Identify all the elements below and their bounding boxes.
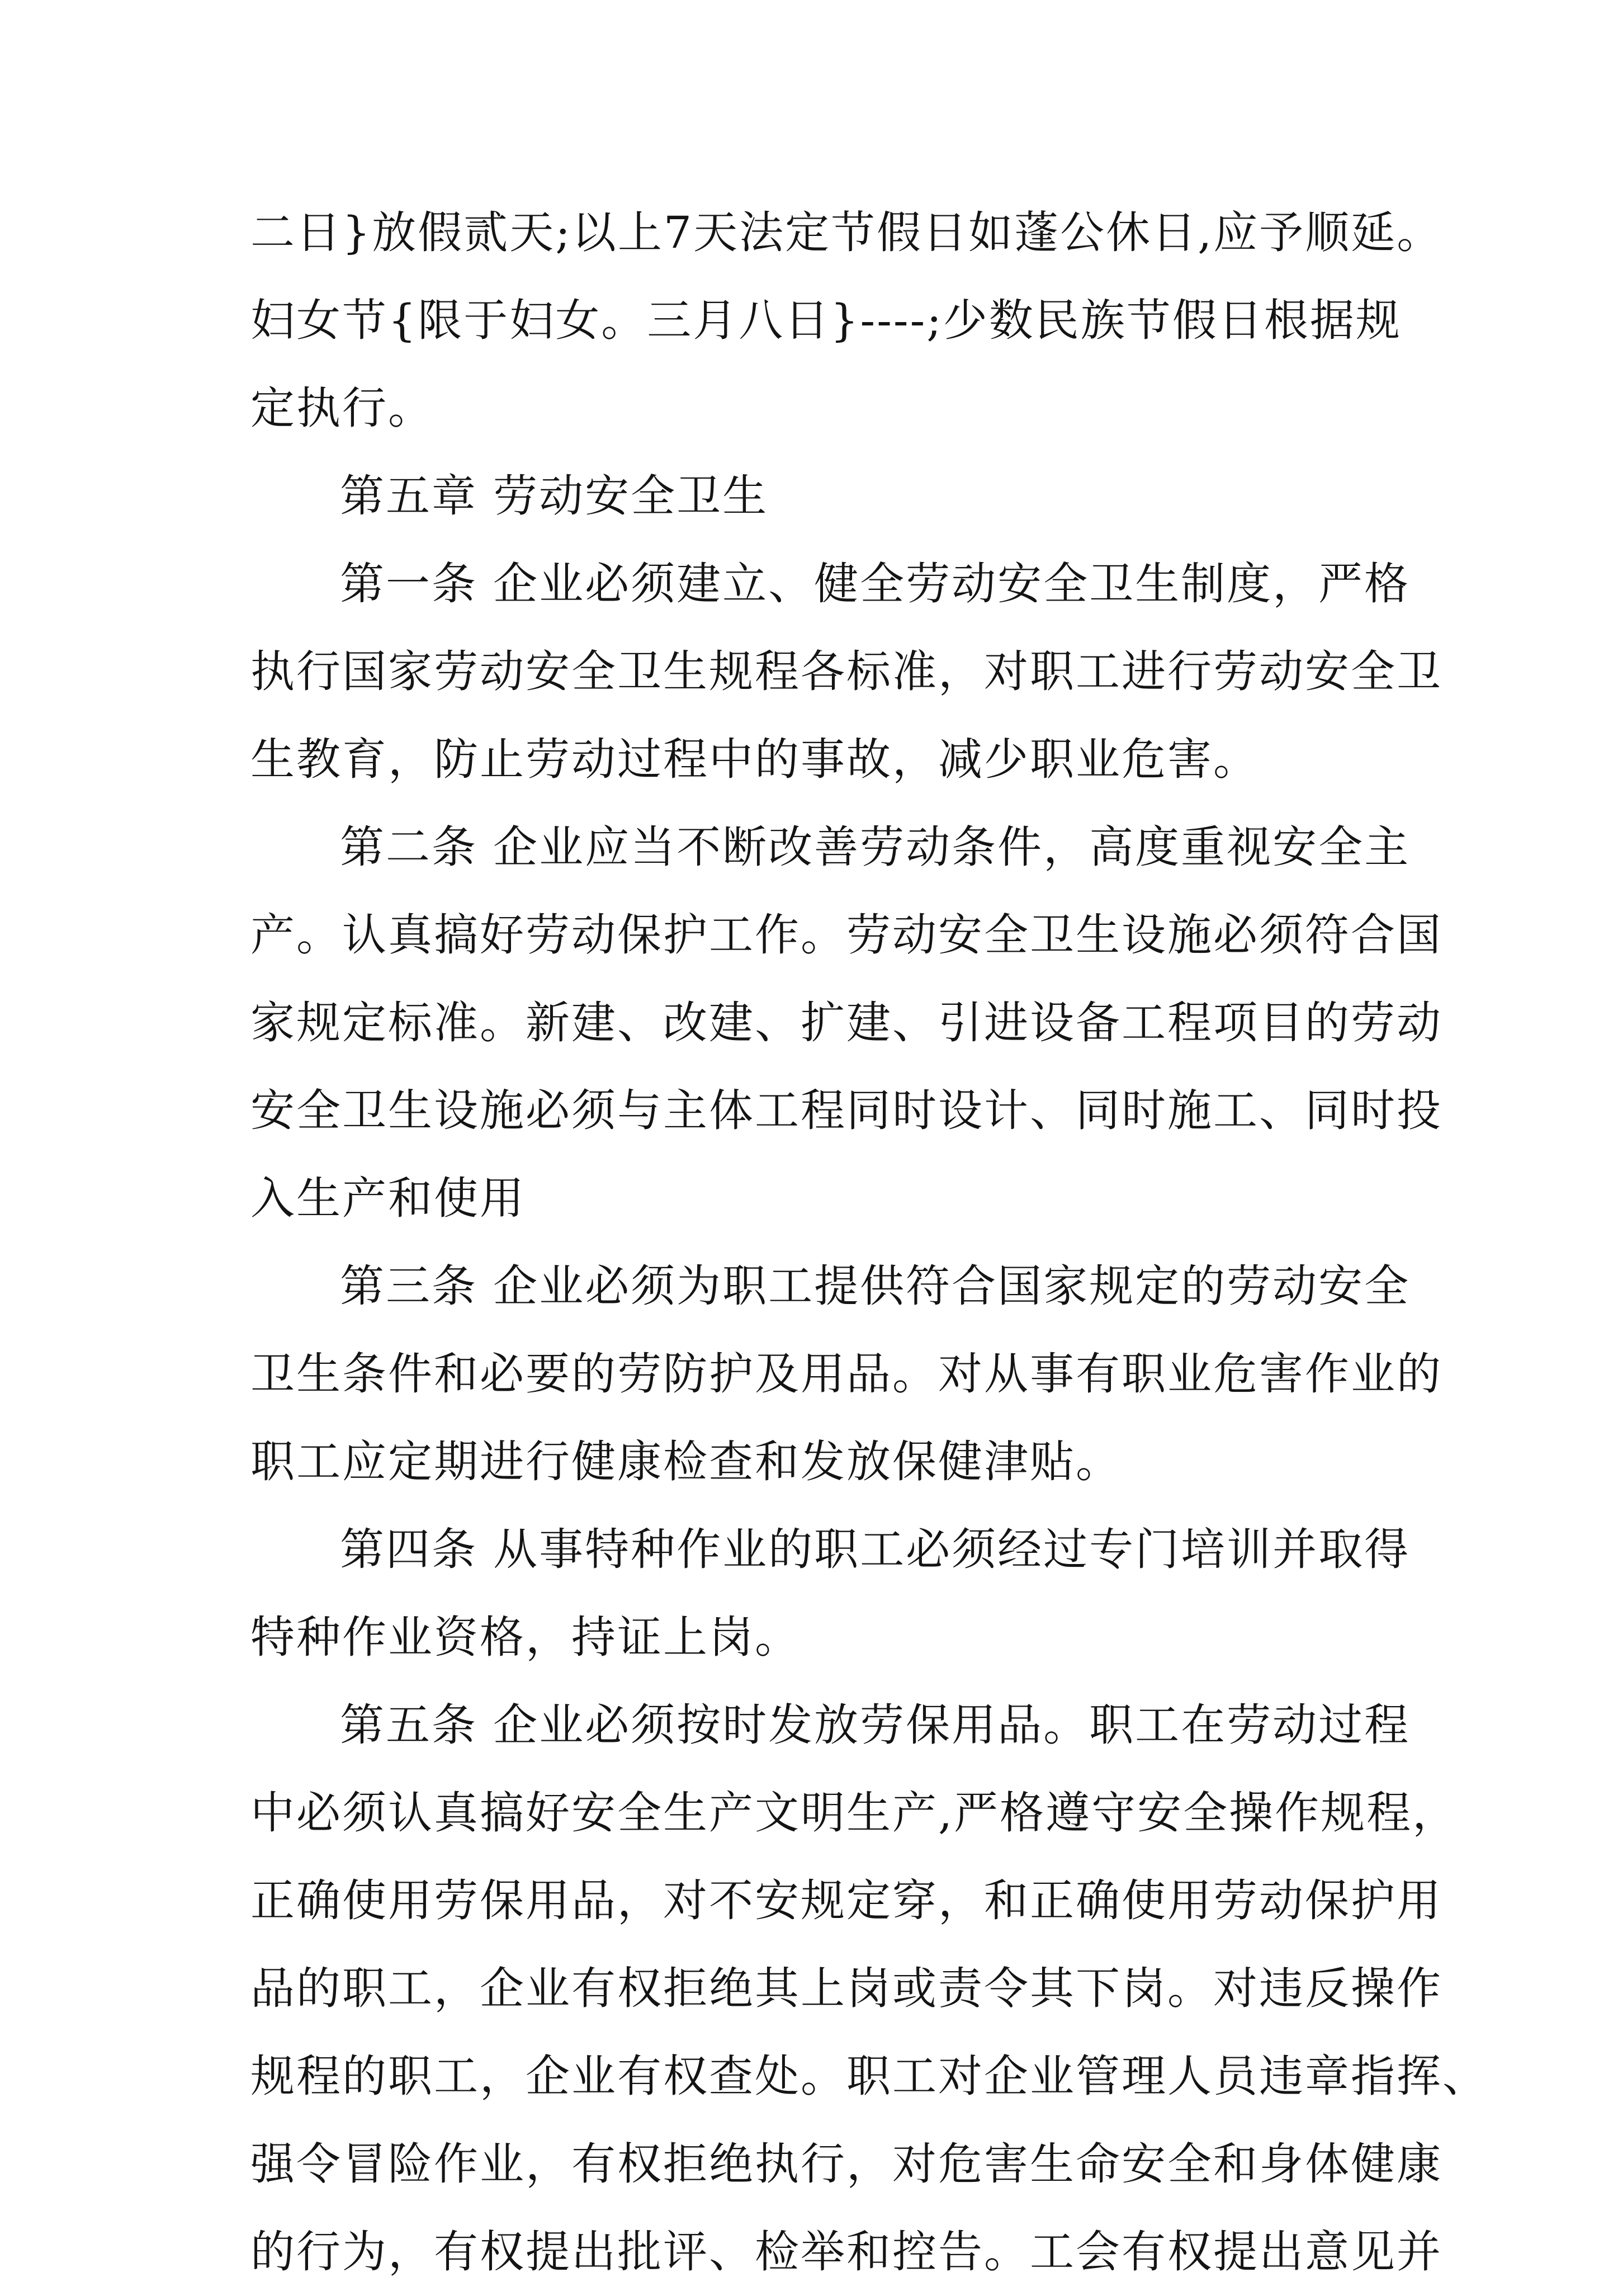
text-line: 第五条 企业必须按时发放劳保用品。职工在劳动过程 xyxy=(340,1699,1411,1751)
text-line: 安全卫生设施必须与主体工程同时设计、同时施工、同时投 xyxy=(250,1085,1442,1136)
paragraph-article-5 xyxy=(250,1681,1488,2296)
text-line: 的行为，有权提出批评、检举和控告。工会有权提出意见并 xyxy=(250,2226,1442,2278)
paragraph-article-3 xyxy=(250,1243,1442,1506)
text-line: 第一条 企业必须建立、健全劳动安全卫生制度，严格 xyxy=(340,558,1411,610)
text-line: 入生产和使用 xyxy=(250,1173,526,1224)
text-line: 特种作业资格，持证上岗。 xyxy=(250,1612,801,1663)
text-line: 二日}放假贰天;以上7天法定节假日如蓬公休日,应予顺延。 xyxy=(250,207,1443,258)
paragraph-article-1 xyxy=(250,540,1442,804)
text-line: 卫生条件和必要的劳防护及用品。对从事有职业危害作业的 xyxy=(250,1348,1442,1400)
paragraph-article-4 xyxy=(250,1506,1411,1681)
text-line: 职工应定期进行健康检查和发放保健津贴。 xyxy=(250,1436,1122,1487)
text-line: 产。认真搞好劳动保护工作。劳动安全卫生设施必须符合国 xyxy=(250,909,1442,961)
text-line: 品的职工，企业有权拒绝其上岗或责令其下岗。对违反操作 xyxy=(250,1963,1442,2014)
text-line: 规程的职工，企业有权查处。职工对企业管理人员违章指挥、 xyxy=(250,2051,1488,2102)
paragraph-article-2 xyxy=(250,804,1442,1243)
text-line: 定执行。 xyxy=(250,382,434,434)
text-line: 第三条 企业必须为职工提供符合国家规定的劳动安全 xyxy=(340,1260,1411,1312)
text-line: 家规定标准。新建、改建、扩建、引进设备工程项目的劳动 xyxy=(250,997,1442,1048)
text-line: 生教育，防止劳动过程中的事故，减少职业危害。 xyxy=(250,734,1259,785)
text-line: 执行国家劳动安全卫生规程各标准，对职工进行劳动安全卫 xyxy=(250,646,1442,697)
chapter-title xyxy=(250,452,1380,540)
text-line: 第五章 劳动安全卫生 xyxy=(340,470,769,522)
text-line: 强令冒险作业，有权拒绝执行，对危害生命安全和身体健康 xyxy=(250,2138,1442,2190)
text-line: 中必须认真搞好安全生产文明生产,严格遵守安全操作规程， xyxy=(250,1787,1459,1839)
text-line: 第二条 企业应当不断改善劳动条件，高度重视安全主 xyxy=(340,821,1411,873)
paragraph-holiday-tail xyxy=(250,189,1443,452)
text-line: 妇女节{限于妇女。三月八日}----;少数民族节假日根据规 xyxy=(250,295,1402,346)
document-page xyxy=(250,189,1488,2296)
text-line: 第四条 从事特种作业的职工必须经过专门培训并取得 xyxy=(340,1524,1411,1575)
text-line: 正确使用劳保用品，对不安规定穿，和正确使用劳动保护用 xyxy=(250,1875,1442,1926)
